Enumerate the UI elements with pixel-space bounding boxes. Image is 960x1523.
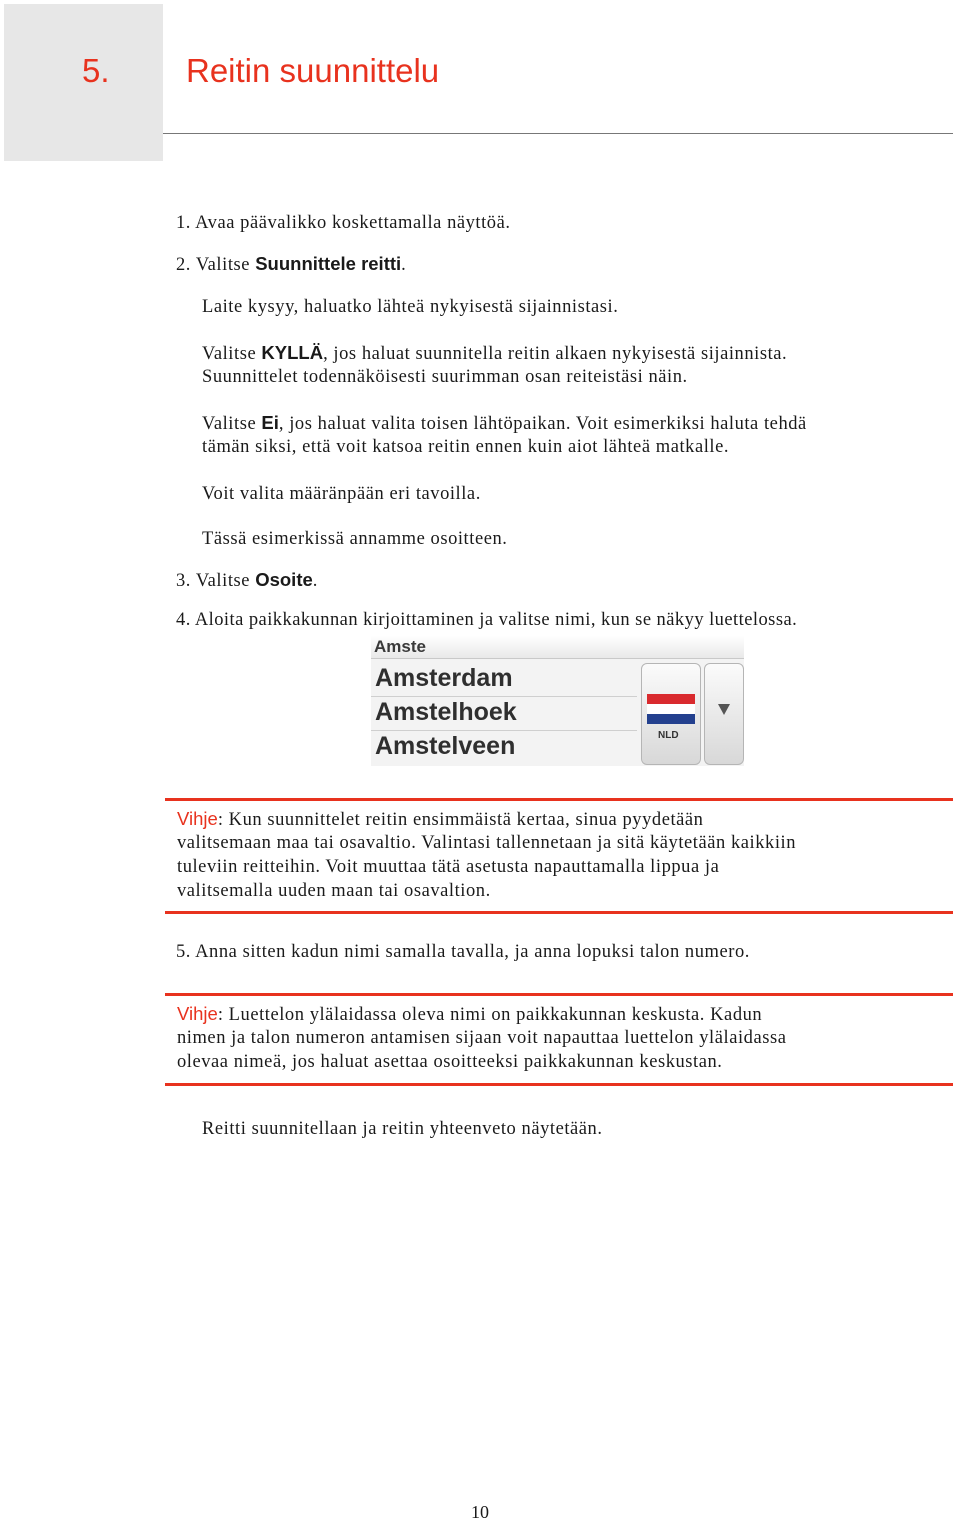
tip-1-text1: : Kun suunnittelet reitin ensimmäistä kertaa, sinua pyydetään bbox=[217, 810, 704, 830]
device-asks-paragraph: Laite kysyy, haluatko lähteä nykyisestä sijainnistasi. bbox=[202, 297, 619, 317]
tip-1-line1 bbox=[177, 807, 703, 832]
tip-1-line4: valitsemalla uuden maan tai osavaltion. bbox=[177, 881, 491, 901]
page-number: 10 bbox=[471, 1502, 489, 1522]
tip-2-label: Vihje bbox=[177, 1003, 218, 1024]
tip-2-line3: olevaa nimeä, jos haluat asettaa osoitteeksi paikkakunnan keskustan. bbox=[177, 1052, 723, 1072]
arrow-down-icon bbox=[718, 704, 730, 715]
result-item bbox=[371, 695, 637, 729]
step-4: 4. Aloita paikkakunnan kirjoittaminen ja valitse nimi, kun se näkyy luettelossa. bbox=[176, 610, 798, 630]
result-label: Amstelhoek bbox=[375, 698, 517, 726]
yes-option-line1 bbox=[202, 341, 787, 366]
yes-suffix: , jos haluat suunnitella reitin alkaen nykyisestä sijainnista. bbox=[323, 344, 788, 364]
country-code: NLD bbox=[658, 730, 679, 741]
flag-stripe-blue bbox=[647, 714, 695, 724]
destination-ways: Voit valita määränpään eri tavoilla. bbox=[202, 484, 481, 504]
flag-stripe-red bbox=[647, 694, 695, 704]
search-input-text: Amste bbox=[374, 637, 426, 656]
yes-option-line2: Suunnittelet todennäköisesti suurimman osan reiteistäsi näin. bbox=[202, 367, 688, 387]
no-suffix: , jos haluat valita toisen lähtöpaikan. Voit esimerkiksi haluta tehdä bbox=[278, 414, 807, 434]
result-label: Amstelveen bbox=[375, 732, 516, 760]
tip-2-top-rule bbox=[165, 993, 953, 996]
tip-1-label: Vihje bbox=[177, 808, 218, 829]
search-input bbox=[371, 636, 744, 659]
yes-bold: KYLLÄ bbox=[261, 342, 324, 363]
city-search-screenshot bbox=[371, 636, 744, 766]
yes-prefix: Valitse bbox=[202, 344, 262, 364]
result-label: Amsterdam bbox=[375, 664, 513, 692]
chapter-number: 5. bbox=[82, 52, 110, 89]
step-2-prefix: 2. Valitse bbox=[176, 255, 256, 275]
tip-1-top-rule bbox=[165, 798, 953, 801]
tip-1-line3: tuleviin reitteihin. Voit muuttaa tätä asetusta napauttamalla lippua ja bbox=[177, 857, 720, 877]
tip-1-bottom-rule bbox=[165, 911, 953, 914]
step-3-suffix: . bbox=[312, 571, 318, 591]
step-5: 5. Anna sitten kadun nimi samalla tavalla, ja anna lopuksi talon numero. bbox=[176, 942, 750, 962]
result-item bbox=[371, 729, 637, 763]
step-2 bbox=[176, 252, 406, 277]
tip-2-text1: : Luettelon ylälaidassa oleva nimi on paikkakunnan keskusta. Kadun bbox=[217, 1005, 763, 1025]
step-2-bold: Suunnittele reitti bbox=[255, 253, 402, 274]
step-3-bold: Osoite bbox=[255, 569, 313, 590]
tip-2-bottom-rule bbox=[165, 1083, 953, 1086]
flag-stripe-white bbox=[647, 704, 695, 714]
netherlands-flag-icon bbox=[647, 694, 695, 724]
header-divider bbox=[163, 133, 953, 134]
no-option-line1 bbox=[202, 411, 807, 436]
step-2-suffix: . bbox=[401, 255, 407, 275]
final-paragraph: Reitti suunnitellaan ja reitin yhteenveto näytetään. bbox=[202, 1119, 603, 1139]
no-option-line2: tämän siksi, että voit katsoa reitin ennen kuin aiot lähteä matkalle. bbox=[202, 437, 730, 457]
step-3-prefix: 3. Valitse bbox=[176, 571, 256, 591]
example-address: Tässä esimerkissä annamme osoitteen. bbox=[202, 529, 508, 549]
step-1: 1. Avaa päävalikko koskettamalla näyttöä. bbox=[176, 213, 511, 233]
scroll-down-button bbox=[704, 663, 744, 765]
result-item bbox=[371, 661, 637, 695]
country-flag-button bbox=[641, 663, 701, 765]
no-bold: Ei bbox=[261, 412, 279, 433]
step-3 bbox=[176, 568, 318, 593]
chapter-title: Reitin suunnittelu bbox=[186, 52, 440, 89]
no-prefix: Valitse bbox=[202, 414, 262, 434]
tip-2-line1 bbox=[177, 1002, 762, 1027]
tip-2-line2: nimen ja talon numeron antamisen sijaan voit napauttaa luettelon ylälaidassa bbox=[177, 1028, 787, 1048]
tip-1-line2: valitsemaan maa tai osavaltio. Valintasi tallennetaan ja sitä käytetään kaikkiin bbox=[177, 833, 797, 853]
